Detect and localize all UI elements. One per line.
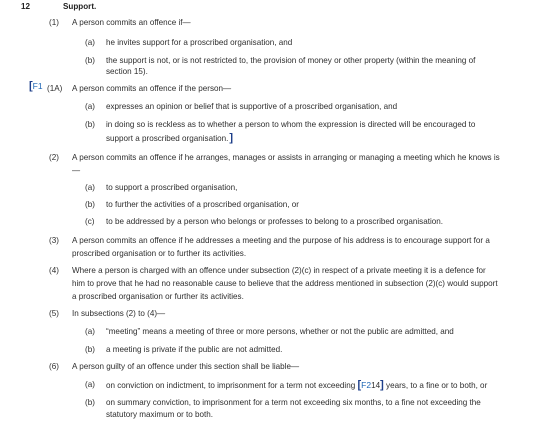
section-number: 12: [21, 2, 31, 11]
paragraph-letter: (c): [85, 217, 95, 226]
paragraph-text: years, to a fine or to both, or: [386, 381, 488, 390]
subsection-number: (2): [49, 153, 59, 162]
paragraph-text: to further the activities of a proscribed organisation, or: [106, 200, 300, 209]
paragraph-letter: (b): [85, 56, 95, 65]
amendment-f1[interactable]: [29, 81, 43, 92]
subsection-number: (4): [49, 266, 59, 275]
paragraph-letter: (a): [85, 38, 95, 47]
subsection-number: (1): [49, 18, 59, 27]
paragraph-text: in doing so is reckless as to whether a person to whom the expression is directed will be encouraged to: [106, 120, 476, 129]
subsection-text: Where a person is charged with an offence under subsection (2)(c) in respect of a private meeting it is a defence for: [72, 266, 486, 275]
subsection-text: proscribed organisation or to further its activities.: [72, 249, 247, 258]
paragraph-letter: (a): [85, 183, 95, 192]
amended-term-years: 14: [371, 381, 381, 390]
amendment-close-bracket: ]: [229, 132, 234, 144]
paragraph-text: the support is not, or is not restricted to, the provision of money or other property (within the meaning of: [106, 56, 476, 65]
paragraph-text: a meeting is private if the public are not admitted.: [106, 345, 283, 354]
subsection-number: (1A): [47, 84, 63, 93]
subsection-text: —: [72, 166, 81, 175]
subsection-number: (3): [49, 236, 59, 245]
paragraph-letter: (b): [85, 120, 95, 129]
paragraph-text: to support a proscribed organisation,: [106, 183, 238, 192]
paragraph-letter: (b): [85, 200, 95, 209]
amendment-close-bracket: ]: [380, 379, 384, 391]
paragraph-letter: (a): [85, 380, 95, 389]
paragraph-text: on summary conviction, to imprisonment for a term not exceeding six months, to a fine not exceeding the: [106, 398, 481, 407]
subsection-lead: A person guilty of an offence under this section shall be liable—: [72, 362, 300, 371]
paragraph-text: he invites support for a proscribed organisation, and: [106, 38, 293, 47]
amendment-link-f1[interactable]: F1: [32, 81, 43, 91]
paragraph-letter: (a): [85, 102, 95, 111]
subsection-lead: In subsections (2) to (4)—: [72, 309, 166, 318]
paragraph-text: statutory maximum or to both.: [106, 410, 214, 419]
paragraph-letter: (b): [85, 345, 95, 354]
subsection-text: A person commits an offence if he arranges, manages or assists in arranging or managing a meeting which he knows is: [72, 153, 500, 162]
paragraph-text: on conviction on indictment, to imprisonment for a term not exceeding: [106, 381, 356, 390]
paragraph-letter: (a): [85, 327, 95, 336]
paragraph-text: expresses an opinion or belief that is supportive of a proscribed organisation, and: [106, 102, 398, 111]
paragraph-text-last: [106, 133, 233, 144]
paragraph-text: section 15).: [106, 67, 148, 76]
paragraph-text: “meeting” means a meeting of three or more persons, whether or not the public are admitted, and: [106, 327, 454, 336]
subsection-number: (6): [49, 362, 59, 371]
amendment-open-bracket: [: [357, 379, 362, 391]
subsection-text: him to prove that he had no reasonable cause to believe that the address mentioned in subsection (2)(c) would support: [72, 279, 498, 288]
subsection-lead: A person commits an offence if the person—: [72, 84, 232, 93]
section-heading: Support.: [63, 2, 97, 11]
paragraph-text-with-amendment: [106, 380, 487, 391]
paragraph-letter: (b): [85, 398, 95, 407]
amendment-open-bracket: [: [29, 80, 33, 92]
subsection-lead: A person commits an offence if—: [72, 18, 191, 27]
paragraph-text: support a proscribed organisation.: [106, 134, 229, 143]
subsection-text: a proscribed organisation or further its activities.: [72, 292, 244, 301]
subsection-text: A person commits an offence if he addresses a meeting and the purpose of his address is to encourage support for a: [72, 236, 490, 245]
amendment-link-f2[interactable]: F2: [361, 380, 372, 390]
subsection-number: (5): [49, 309, 59, 318]
paragraph-text: to be addressed by a person who belongs or professes to belong to a proscribed organisation.: [106, 217, 444, 226]
